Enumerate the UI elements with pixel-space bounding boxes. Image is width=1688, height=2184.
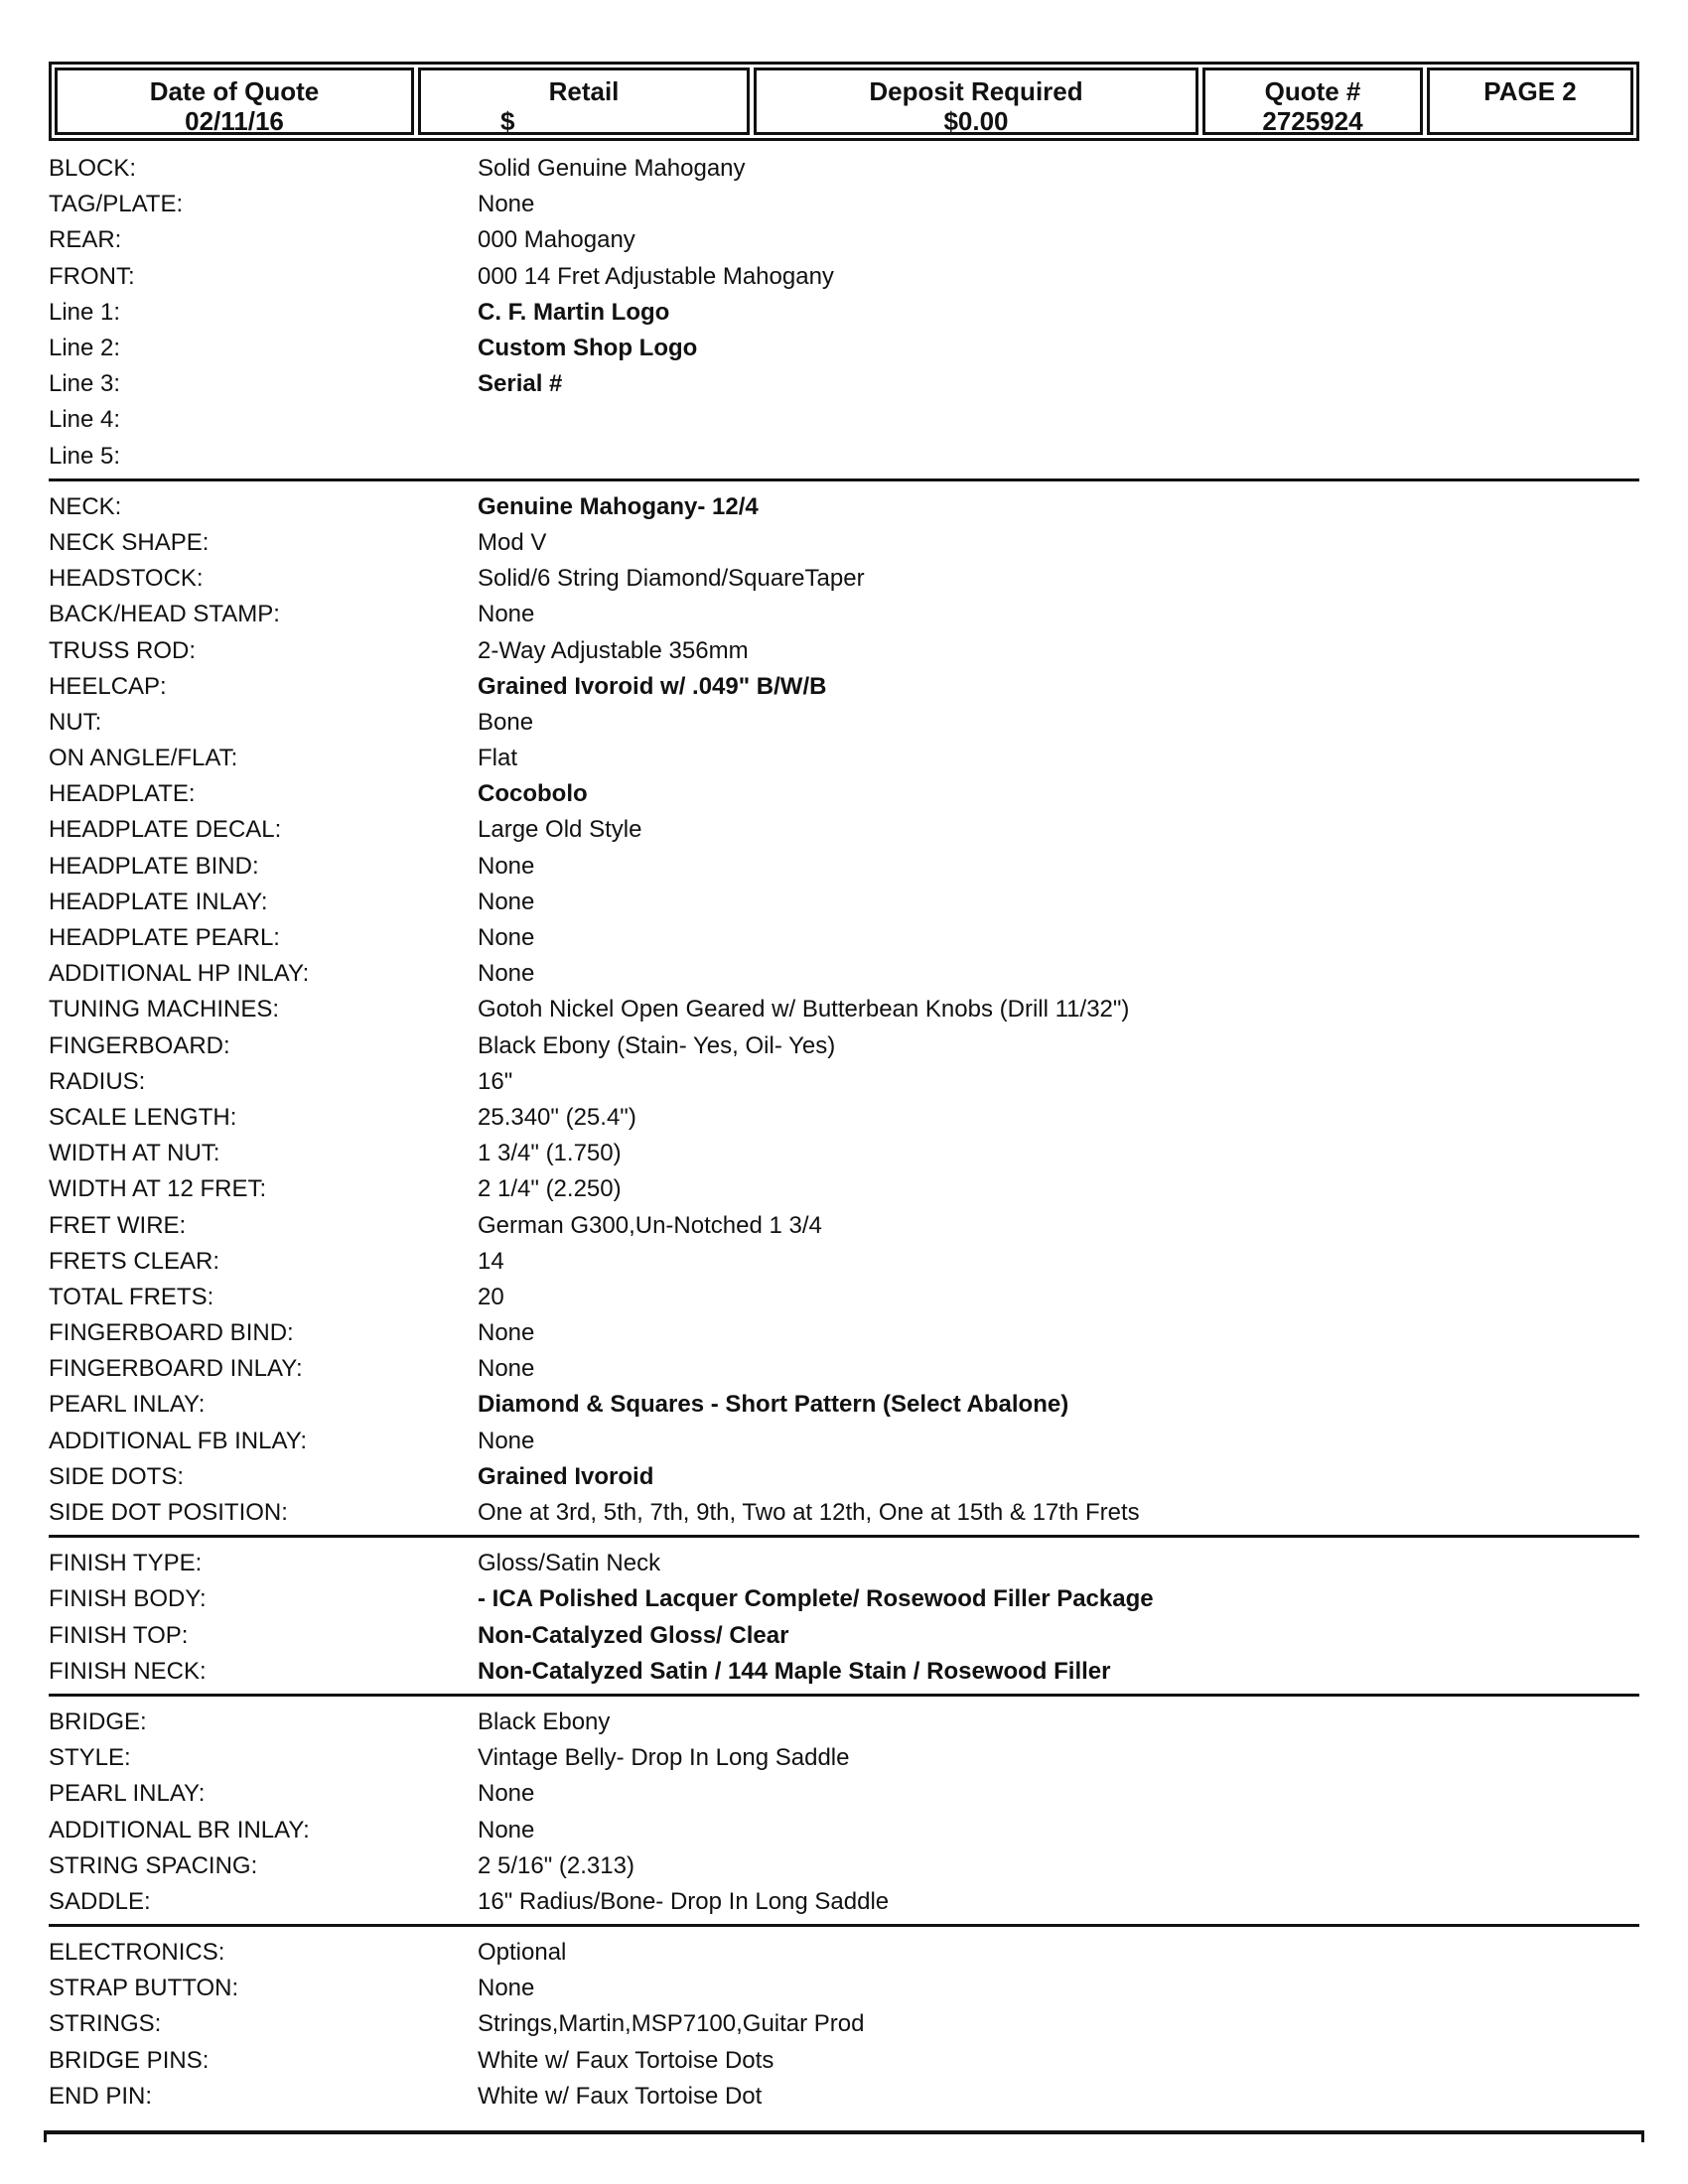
date-of-quote-label: Date of Quote (149, 76, 320, 106)
spec-label: FINGERBOARD: (49, 1031, 230, 1059)
spec-value: Diamond & Squares - Short Pattern (Select Abalone) (478, 1391, 1069, 1419)
deposit-required-label: Deposit Required (869, 76, 1083, 106)
spec-value: 16" Radius/Bone- Drop In Long Saddle (478, 1887, 890, 1915)
deposit-required-value: $0.00 (943, 106, 1009, 136)
spec-row (49, 1100, 1639, 1136)
spec-row (49, 776, 1639, 812)
spec-label: FINISH TYPE: (49, 1550, 203, 1577)
spec-row (49, 992, 1639, 1027)
spec-row (49, 1244, 1639, 1280)
spec-label: BRIDGE PINS: (49, 2046, 210, 2074)
spec-value: None (478, 1816, 535, 1843)
spec-row (49, 1459, 1639, 1495)
page-number-label: PAGE 2 (1483, 76, 1577, 106)
spec-label: SCALE LENGTH: (49, 1103, 237, 1131)
spec-value: - ICA Polished Lacquer Complete/ Rosewood Filler Package (478, 1585, 1154, 1613)
spec-label: ADDITIONAL FB INLAY: (49, 1427, 308, 1454)
spec-value: 2 5/16" (2.313) (478, 1851, 634, 1879)
quote-header-table (49, 62, 1639, 141)
spec-value: 000 Mahogany (478, 226, 635, 254)
spec-label: NECK SHAPE: (49, 528, 210, 556)
spec-row (49, 1207, 1639, 1243)
spec-value: 1 3/4" (1.750) (478, 1140, 622, 1167)
spec-row (49, 1495, 1639, 1531)
spec-row (49, 2006, 1639, 2042)
spec-value: None (478, 1319, 535, 1347)
spec-label: HEADPLATE INLAY: (49, 887, 268, 915)
spec-label: TAG/PLATE: (49, 191, 184, 218)
spec-value: Black Ebony (Stain- Yes, Oil- Yes) (478, 1031, 836, 1059)
spec-label: BRIDGE: (49, 1707, 147, 1735)
spec-value: Vintage Belly- Drop In Long Saddle (478, 1744, 850, 1772)
spec-row (49, 187, 1639, 222)
spec-value: None (478, 191, 535, 218)
spec-row (49, 331, 1639, 366)
spec-section (49, 151, 1639, 481)
spec-label: STRAP BUTTON: (49, 1975, 239, 2002)
spec-row (49, 295, 1639, 331)
spec-value: 000 14 Fret Adjustable Mahogany (478, 262, 834, 290)
spec-label: PEARL INLAY: (49, 1391, 206, 1419)
spec-sheet-body (49, 151, 1639, 2126)
spec-row (49, 366, 1639, 402)
spec-label: TRUSS ROD: (49, 636, 197, 664)
spec-value: None (478, 924, 535, 952)
spec-row (49, 1705, 1639, 1740)
spec-value: German G300,Un-Notched 1 3/4 (478, 1211, 822, 1239)
spec-row (49, 2043, 1639, 2079)
spec-row (49, 1028, 1639, 1064)
spec-value: Grained Ivoroid (478, 1462, 654, 1490)
spec-label: Line 1: (49, 298, 121, 326)
spec-label: HEADPLATE BIND: (49, 852, 259, 880)
spec-label: SIDE DOTS: (49, 1462, 185, 1490)
spec-section (49, 1546, 1639, 1697)
quote-number-cell (1202, 68, 1423, 135)
spec-row (49, 439, 1639, 475)
spec-value: Large Old Style (478, 816, 642, 844)
spec-value: Cocobolo (478, 780, 588, 808)
spec-label: WIDTH AT NUT: (49, 1140, 220, 1167)
spec-row (49, 151, 1639, 187)
spec-value: None (478, 1355, 535, 1383)
spec-value: Bone (478, 708, 534, 736)
spec-label: FRETS CLEAR: (49, 1247, 220, 1275)
spec-label: HEADPLATE: (49, 780, 196, 808)
spec-row (49, 1812, 1639, 1847)
spec-value: Custom Shop Logo (478, 335, 698, 362)
spec-value: 14 (478, 1247, 504, 1275)
spec-row (49, 525, 1639, 561)
spec-section (49, 1935, 1639, 2118)
spec-value: Solid Genuine Mahogany (478, 155, 746, 183)
quote-number-label: Quote # (1264, 76, 1361, 106)
spec-row (49, 812, 1639, 848)
footer-rule (44, 2130, 1644, 2140)
spec-value: Solid/6 String Diamond/SquareTaper (478, 565, 865, 593)
spec-row (49, 597, 1639, 632)
spec-label: ON ANGLE/FLAT: (49, 745, 238, 772)
spec-row (49, 741, 1639, 776)
spec-value: One at 3rd, 5th, 7th, 9th, Two at 12th, One at 15th & 17th Frets (478, 1499, 1140, 1527)
spec-value: Serial # (478, 370, 563, 398)
retail-value: $ (500, 106, 515, 136)
spec-label: NUT: (49, 708, 102, 736)
spec-row (49, 1971, 1639, 2006)
spec-value: Strings,Martin,MSP7100,Guitar Prod (478, 2010, 865, 2038)
spec-row (49, 1618, 1639, 1654)
spec-row (49, 1387, 1639, 1423)
spec-row (49, 1064, 1639, 1100)
spec-label: FRET WIRE: (49, 1211, 187, 1239)
spec-row (49, 1581, 1639, 1617)
spec-row (49, 259, 1639, 295)
spec-row (49, 1848, 1639, 1884)
spec-label: HEADSTOCK: (49, 565, 204, 593)
spec-row (49, 632, 1639, 668)
spec-label: ADDITIONAL HP INLAY: (49, 960, 310, 988)
retail-label: Retail (548, 76, 620, 106)
spec-row (49, 489, 1639, 525)
spec-row (49, 849, 1639, 885)
date-of-quote-cell (55, 68, 414, 135)
spec-label: FINGERBOARD INLAY: (49, 1355, 303, 1383)
spec-label: FINGERBOARD BIND: (49, 1319, 294, 1347)
spec-label: FINISH TOP: (49, 1621, 189, 1649)
spec-label: Line 4: (49, 406, 121, 434)
spec-row (49, 920, 1639, 956)
spec-label: SIDE DOT POSITION: (49, 1499, 288, 1527)
spec-label: WIDTH AT 12 FRET: (49, 1175, 267, 1203)
spec-row (49, 1740, 1639, 1776)
spec-row (49, 1424, 1639, 1459)
spec-value: None (478, 887, 535, 915)
spec-value: Black Ebony (478, 1707, 611, 1735)
spec-value: Grained Ivoroid w/ .049" B/W/B (478, 672, 827, 700)
spec-label: RADIUS: (49, 1067, 146, 1095)
quote-number-value: 2725924 (1262, 106, 1363, 136)
spec-label: ADDITIONAL BR INLAY: (49, 1816, 310, 1843)
spec-label: STYLE: (49, 1744, 131, 1772)
spec-row (49, 669, 1639, 705)
spec-label: STRING SPACING: (49, 1851, 258, 1879)
spec-value: None (478, 601, 535, 628)
spec-label: FRONT: (49, 262, 135, 290)
spec-value: None (478, 960, 535, 988)
spec-label: ELECTRONICS: (49, 1939, 225, 1967)
spec-value: Non-Catalyzed Gloss/ Clear (478, 1621, 789, 1649)
spec-row (49, 885, 1639, 920)
spec-label: Line 3: (49, 370, 121, 398)
spec-label: HEADPLATE DECAL: (49, 816, 282, 844)
date-of-quote-value: 02/11/16 (185, 106, 284, 136)
spec-row (49, 561, 1639, 597)
spec-value: White w/ Faux Tortoise Dot (478, 2082, 763, 2110)
spec-value: Non-Catalyzed Satin / 144 Maple Stain / Rosewood Filler (478, 1657, 1111, 1685)
spec-value: 20 (478, 1283, 504, 1310)
spec-value: Genuine Mahogany- 12/4 (478, 492, 759, 520)
spec-label: NECK: (49, 492, 122, 520)
spec-value: C. F. Martin Logo (478, 298, 670, 326)
spec-row (49, 1136, 1639, 1171)
spec-label: HEADPLATE PEARL: (49, 924, 280, 952)
spec-row (49, 1776, 1639, 1812)
spec-row (49, 1315, 1639, 1351)
spec-row (49, 222, 1639, 258)
spec-value: None (478, 1975, 535, 2002)
spec-label: BACK/HEAD STAMP: (49, 601, 280, 628)
page-number-cell (1427, 68, 1633, 135)
spec-label: Line 2: (49, 335, 121, 362)
spec-label: STRINGS: (49, 2010, 162, 2038)
spec-section (49, 489, 1639, 1538)
spec-row (49, 956, 1639, 992)
spec-label: FINISH BODY: (49, 1585, 207, 1613)
deposit-required-cell (754, 68, 1198, 135)
spec-label: END PIN: (49, 2082, 153, 2110)
spec-value: None (478, 852, 535, 880)
spec-value: None (478, 1427, 535, 1454)
spec-value: 2 1/4" (2.250) (478, 1175, 622, 1203)
spec-label: PEARL INLAY: (49, 1780, 206, 1808)
spec-value: Gloss/Satin Neck (478, 1550, 661, 1577)
retail-cell (418, 68, 750, 135)
spec-label: TOTAL FRETS: (49, 1283, 214, 1310)
spec-value: Flat (478, 745, 518, 772)
spec-value: Mod V (478, 528, 547, 556)
spec-row (49, 2079, 1639, 2115)
spec-value: Optional (478, 1939, 567, 1967)
spec-label: Line 5: (49, 442, 121, 470)
spec-label: FINISH NECK: (49, 1657, 207, 1685)
spec-label: TUNING MACHINES: (49, 996, 280, 1024)
spec-value: 16" (478, 1067, 513, 1095)
spec-label: BLOCK: (49, 155, 137, 183)
spec-row (49, 1884, 1639, 1920)
spec-label: REAR: (49, 226, 122, 254)
spec-value: 2-Way Adjustable 356mm (478, 636, 749, 664)
spec-section (49, 1705, 1639, 1927)
spec-value: Gotoh Nickel Open Geared w/ Butterbean Knobs (Drill 11/32") (478, 996, 1130, 1024)
spec-row (49, 402, 1639, 438)
spec-value: None (478, 1780, 535, 1808)
spec-value: White w/ Faux Tortoise Dots (478, 2046, 774, 2074)
spec-row (49, 1171, 1639, 1207)
spec-row (49, 1351, 1639, 1387)
spec-value: 25.340" (25.4") (478, 1103, 636, 1131)
spec-label: SADDLE: (49, 1887, 151, 1915)
spec-row (49, 1280, 1639, 1315)
spec-row (49, 1546, 1639, 1581)
spec-row (49, 1935, 1639, 1971)
spec-row (49, 705, 1639, 741)
spec-row (49, 1654, 1639, 1690)
spec-label: HEELCAP: (49, 672, 167, 700)
